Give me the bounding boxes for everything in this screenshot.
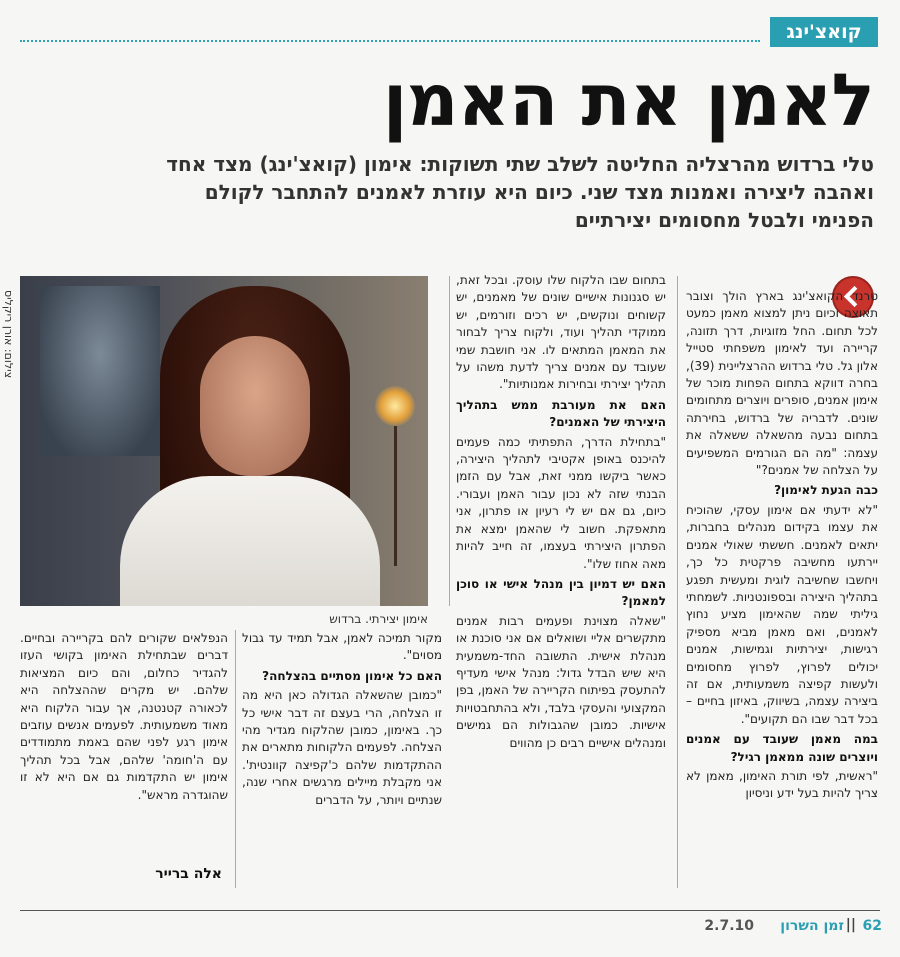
headline: לאמן את האמן xyxy=(382,58,874,142)
column-divider xyxy=(449,276,450,606)
top-dotted-rule xyxy=(20,40,760,42)
body-paragraph: מקור תמיכה לאמן, אבל תמיד עד גבול מסוים". xyxy=(242,631,442,663)
portrait-photo xyxy=(20,276,428,606)
interview-question: במה מאמן שעובד עם אמנים ויוצרים שונה ממאמן רגיל? xyxy=(686,732,878,764)
body-paragraph: "ראשית, לפי תורת האימון, מאמן לא צריך להיות בעל ידע וניסיון xyxy=(686,768,878,801)
photo-lamp-pole xyxy=(394,426,397,566)
photo-background-window xyxy=(40,286,160,456)
article-column-2 xyxy=(456,272,666,888)
column-divider xyxy=(677,276,678,888)
body-paragraph: "לא ידעתי אם אימון עסקי, שהוכיח את עצמו בקידום מנהלים בחברות, יתאים לאמנים. חששתי שאולי אמנים יירתעו מחשיבה פרקטית כל כך, ויחשבו שחשיבה לוגית ומעשית תפגע בתהליך היצירה ובספונטניות. לשמחתי גיליתי שמה שהאימון מציע נחוץ לאמנים, ואם מאמן מביא מספיק רגישות, יצירתיות וגמישות, אמנים יכולים לפרוץ, לפרוץ מחסומים ולעשות קפיצה משמעותית, אם זה ביצירה עצמה, בשיווק, באיזון בחיים – בכל דבר שבו הם תקועים". xyxy=(686,502,878,726)
body-paragraph: "שאלה מצוינת ופעמים רבות אמנים מתקשרים אליי ושואלים אם אני סוכנת או מנהלת אישית. התשובה החד-משמעית היא שיש הבדל גדול: מנהל אישי מעדיף להתעסק בפיתוח הקריירה של האמן, בפן המקצועי והעסקי בלבד, ולא בהתחבטויות אישיות. כמובן שהגבולות הם גמישים ומנהלים אישיים רבים כן מהווים xyxy=(456,613,666,750)
photo-credit: צילום: אורן ריקליס xyxy=(2,290,15,379)
photo-subject-shirt xyxy=(120,476,380,606)
body-paragraph: "כמובן שהשאלה הגדולה כאן היא מה זו הצלחה, הרי בעצם זה דבר אישי כל כך. באימון, כמובן שהלקוח מגדיר מהי הצלחה. לפעמים הלקוחות מתארים את ההתקדמות שלהם כ'קפיצה קוונטית'. אני מקבלת מיילים מרגשים אחרי שנה, שנתיים ויותר, על הדברים xyxy=(242,688,442,807)
interview-question: האם יש דמיון בין מנהל אישי או סוכן למאמן? xyxy=(456,576,666,609)
interview-question: האם כל אימון מסתיים בהצלחה? xyxy=(262,668,442,683)
footer-separator: || xyxy=(845,917,856,933)
photo-lamp xyxy=(375,386,415,426)
interview-question: האם את מעורבת ממש בתהליך היצירתי של האמנים? xyxy=(456,397,666,430)
photo-caption: אימון יצירתי. ברדוש xyxy=(329,612,428,626)
publication-name: זמן השרון xyxy=(780,918,844,934)
photo-subject-face xyxy=(200,336,310,476)
body-paragraph: הנפלאים שקורים להם בקריירה ובחיים. דברים שבתחילת האימון בקושי העזו להגדיר כחלום, והם כיום המציאות שלהם. יש מקרים שההצלחה היא לכאורה קטנטנה, אך עבור הלקוח היא מאוד משמעותית. לפעמים אנשים עוזבים אימון רגע לפני שהם באמת מתמודדים עם ה'חומה' שלהם, אבל בכל תהליך אימון יש התקדמות גם אם היא לא זו שהוגדרה מראש". xyxy=(20,631,228,802)
lead-paragraph: טלי ברדוש מהרצליה החליטה לשלב שתי תשוקות: אימון (קואצ'ינג) מצד אחד ואהבה ליצירה ואמנות מצד שני. כיום היא עוזרת לאמנים להתחבר לקולם הפנימי ולבטל מחסומים יצירתיים xyxy=(166,152,874,232)
body-paragraph: בתחום שבו הלקוח שלו עוסק. ובכל זאת, יש סגנונות אישיים שונים של מאמנים, יש קשוחים ונוקשים, יש רכים וזורמים, יש ממוקדי תהליך ועוד, ולקוח צריך לבחור את המאמן המתאים לו. אני חושבת שמי שעובד עם אמנים צריך לדעת משהו על תהליך יצירתי ובחירות אמנותיות". xyxy=(456,273,666,392)
body-paragraph: "בתחילת הדרך, התפתיתי כמה פעמים להיכנס באופן אקטיבי לתהליך היצירה, כאשר ביקשו ממני זאת, אבל עם הזמן הבנתי שזה לא נכון עבור האמן ועבורי. כיום, גם אם יש לי רעיון או פתרון, אני מתאפקת. חשוב לי שהאמן ימצא את הפתרון היצירתי בעצמו, זה חייב להיות מאה אחוז שלו". xyxy=(456,434,666,571)
article-column-1 xyxy=(686,288,878,888)
body-paragraph: טרנד הקואצ'ינג בארץ הולך וצובר תאוצה וכיום ניתן למצוא מאמן כמעט לכל תחום. החל מזוגיות, דרך תזונה, קריירה ועד לאימון משפחתי סטייל אלון גל. טלי ברדוש ההרצליינית (39), בחרה דווקא בתחום הפחות מוכר של אימון אמנים, סופרים ויוצרים מתחומים שונים. לדבריה של ברדוש, בחירתה בתחום נבעה מהשאלה ששאלה את עצמה: "מה הם הגורמים המשפיעים על הצלחה של אמנים?" xyxy=(686,289,878,478)
issue-date: 2.7.10 xyxy=(704,918,754,934)
article-column-4 xyxy=(20,630,228,888)
section-tag: קואצ'ינג xyxy=(770,17,878,47)
footer-rule xyxy=(20,910,880,911)
article-column-3 xyxy=(242,630,442,888)
column-divider xyxy=(235,630,236,888)
interview-question: כבה הגעת לאימון? xyxy=(774,483,878,498)
byline: אלה ברייר xyxy=(155,866,222,882)
page-number: 62 xyxy=(862,918,882,934)
